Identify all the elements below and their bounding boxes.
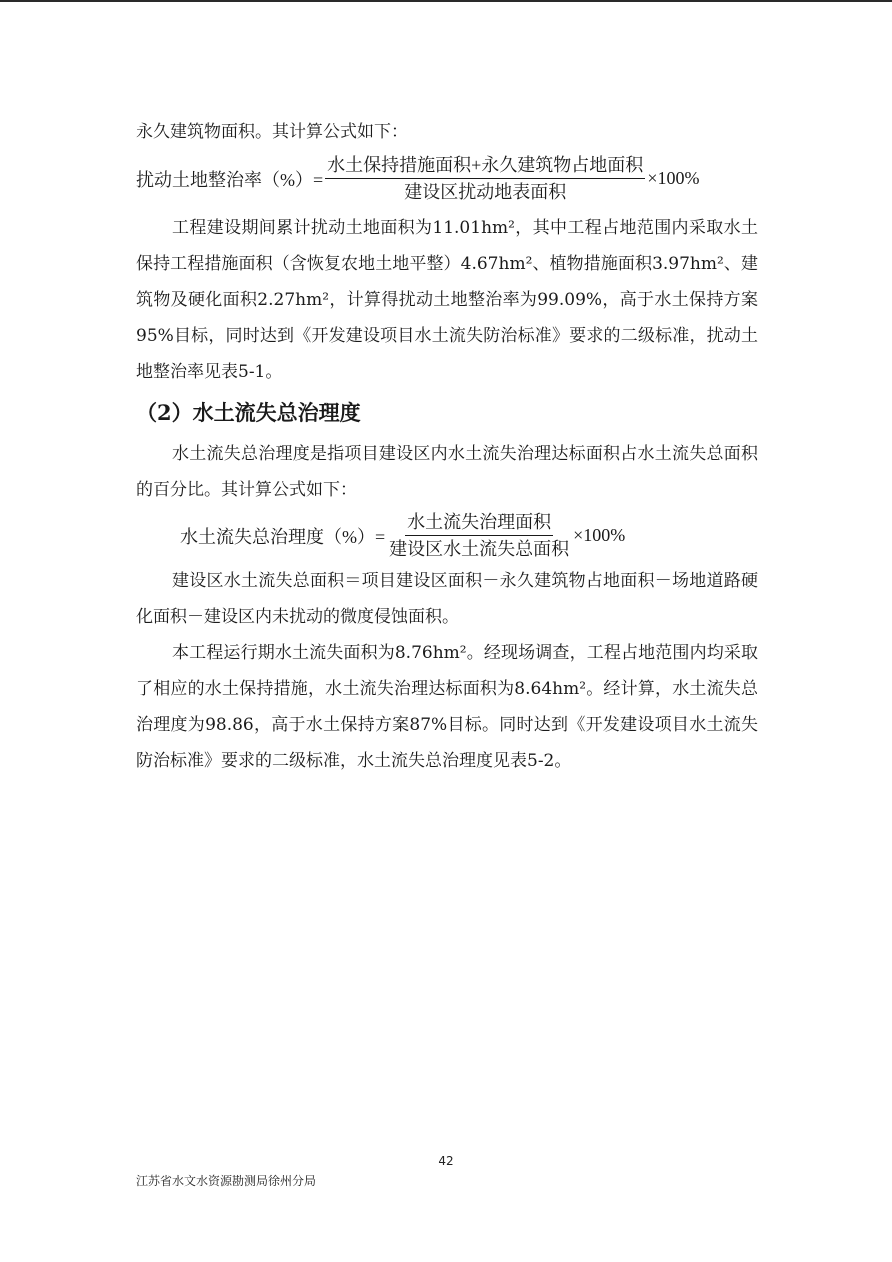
footer-organization: 江苏省水文水资源勘测局徐州分局 (136, 1174, 317, 1188)
formula-fraction (387, 510, 571, 561)
page-number: 42 (438, 1154, 454, 1168)
formula-denominator: 建设区扰动地表面积 (404, 182, 567, 202)
paragraph-intro: 永久建筑物面积。其计算公式如下： (136, 122, 408, 142)
formula-numerator: 水土保持措施面积+永久建筑物占地面积 (325, 153, 645, 179)
formula-denominator: 建设区水土流失总面积 (389, 539, 570, 559)
paragraph-results: 本工程运行期水土流失面积为8.76hm²。经现场调查，工程占地范围内均采取了相应的水土保持措施，水土流失治理达标面积为8.64hm²。经计算，水土流失总治理度为98.86，高于水土保持方案87%目标。同时达到《开发建设项目水土流失防治标准》要求的二级标准，水土流失总治理度见表5-2。 (136, 643, 758, 771)
formula-disturbed-land-rate (136, 153, 758, 204)
formula-total-control-degree (180, 510, 758, 561)
formula-fraction (325, 153, 645, 204)
formula-lhs: 扰动土地整治率（%）= (136, 169, 324, 190)
section-heading: （2）水土流失总治理度 (136, 400, 361, 425)
formula-multiplier: ×100% (647, 168, 700, 188)
formula-lhs: 水土流失总治理度（%）= (180, 526, 386, 547)
paragraph-disturbed-land: 工程建设期间累计扰动土地面积为11.01hm²，其中工程占地范围内采取水土保持工程措施面积（含恢复农地土地平整）4.67hm²、植物措施面积3.97hm²、建筑物及硬化面积2.27hm²，计算得扰动土地整治率为99.09%，高于水土保持方案95%目标，同时达到《开发建设项目水土流失防治标准》要求的二级标准，扰动土地整治率见表5-1。 (136, 218, 758, 382)
paragraph-definition: 水土流失总治理度是指项目建设区内水土流失治理达标面积占水土流失总面积的百分比。其计算公式如下： (136, 444, 758, 500)
page-body (136, 114, 758, 779)
paragraph-area-definition: 建设区水土流失总面积＝项目建设区面积－永久建筑物占地面积－场地道路硬化面积－建设区内未扰动的微度侵蚀面积。 (136, 571, 758, 627)
top-border-line (0, 0, 892, 2)
formula-numerator: 水土流失治理面积 (405, 510, 553, 536)
formula-multiplier: ×100% (573, 525, 626, 545)
